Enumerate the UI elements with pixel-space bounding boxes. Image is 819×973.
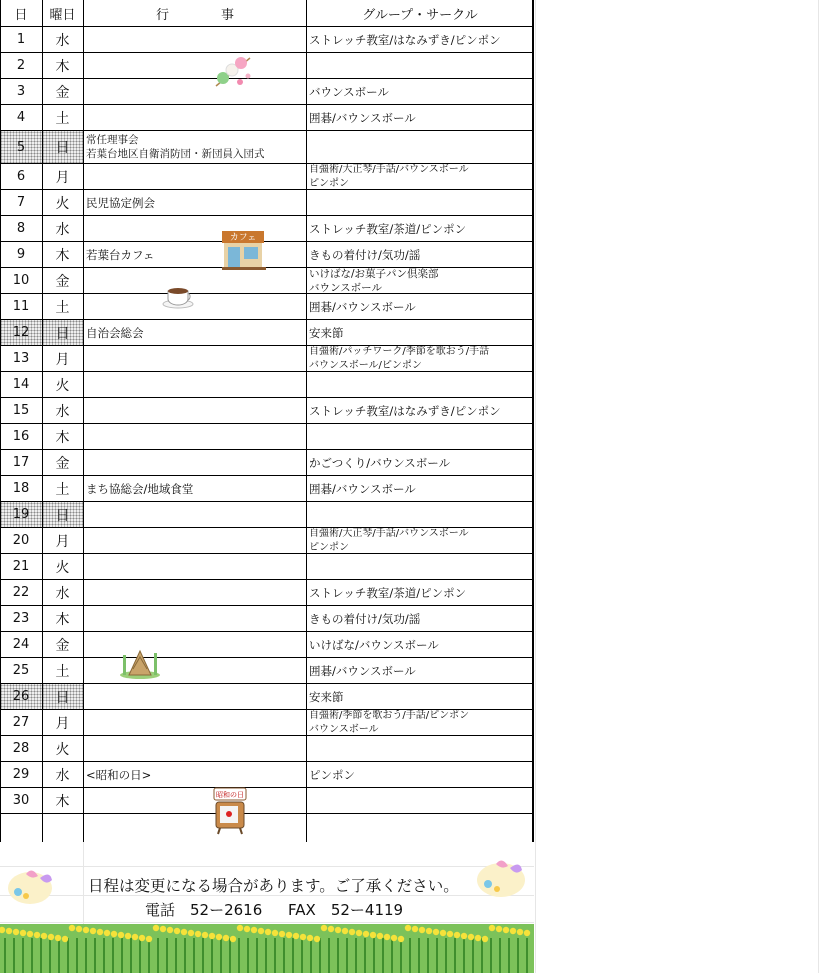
table-row (0, 580, 534, 606)
event-cell (84, 580, 306, 605)
group-text: きもの着付け/気功/謡 (309, 611, 421, 626)
event-cell (84, 131, 306, 163)
group-cell (307, 710, 533, 735)
rapeseed-flowers-border (0, 924, 534, 973)
header-event-char2: 事 (221, 7, 235, 23)
event-text: 常任理事会 (86, 134, 139, 146)
day-cell: 2 (16, 58, 26, 73)
day-cell: 28 (12, 741, 30, 756)
group-cell (307, 320, 533, 345)
group-cell (307, 242, 533, 267)
weekday-cell: 日 (42, 684, 83, 709)
weekday-cell: 金 (55, 84, 70, 101)
header-day: 日 (14, 7, 28, 23)
group-cell (307, 736, 533, 761)
group-cell (307, 580, 533, 605)
group-text: ピンポン (309, 767, 355, 782)
table-row (0, 632, 534, 658)
table-row (0, 736, 534, 762)
event-text: 若葉台カフェ (86, 247, 155, 262)
event-cell (84, 372, 306, 397)
group-cell (307, 398, 533, 423)
event-cell (84, 762, 306, 787)
bamboo-shoot-icon (119, 645, 161, 679)
group-text: ストレッチ教室/はなみずき/ピンポン (309, 32, 501, 47)
day-cell: 14 (12, 377, 30, 392)
group-cell (307, 131, 533, 163)
event-cell (84, 476, 306, 501)
table-row (0, 53, 534, 79)
event-cell (84, 606, 306, 631)
event-cell (84, 242, 306, 267)
table-row (0, 658, 534, 684)
event-cell (84, 424, 306, 449)
weekday-cell: 月 (55, 715, 70, 732)
group-cell (307, 476, 533, 501)
weekday-cell: 木 (55, 429, 70, 446)
group-cell (307, 684, 533, 709)
day-cell: 18 (12, 481, 30, 496)
weekday-cell: 火 (55, 195, 70, 212)
event-cell (84, 53, 306, 78)
table-row (0, 528, 534, 554)
event-cell (84, 450, 306, 475)
dango-icon (210, 52, 256, 90)
group-text: ピンポン (309, 177, 349, 189)
day-cell: 7 (16, 195, 26, 210)
table-row (0, 372, 534, 398)
event-cell (84, 79, 306, 104)
table-row (0, 450, 534, 476)
weekday-cell: 木 (55, 793, 70, 810)
table-row (0, 105, 534, 131)
table-rule (0, 0, 1, 842)
day-cell: 22 (12, 585, 30, 600)
group-text: 囲碁/バウンスボール (309, 110, 416, 125)
day-cell: 23 (12, 611, 30, 626)
day-cell: 29 (12, 767, 30, 782)
weekday-cell: 日 (42, 320, 83, 345)
day-cell: 17 (12, 455, 30, 470)
group-cell (307, 53, 533, 78)
weekday-cell: 水 (55, 221, 70, 238)
group-cell (307, 528, 533, 553)
schedule-change-notice: 日程は変更になる場合があります。ご了承ください。 (88, 877, 459, 895)
table-row (0, 164, 534, 190)
group-cell (307, 632, 533, 657)
group-text: バウンスボール (309, 281, 382, 293)
group-text: 安来節 (309, 325, 344, 340)
group-cell (307, 502, 533, 527)
weekday-cell: 日 (42, 131, 83, 163)
weekday-cell: 土 (55, 110, 70, 127)
group-cell (307, 606, 533, 631)
table-row (0, 502, 534, 528)
weekday-cell: 土 (55, 481, 70, 498)
group-text: バウンスボール (309, 84, 389, 99)
table-row (0, 762, 534, 788)
header-group: グループ・サークル (362, 7, 478, 23)
tv-showa-icon (210, 786, 250, 836)
coffee-cup-icon (161, 281, 197, 311)
weekday-cell: 金 (55, 637, 70, 654)
group-text: 自彊術/大正琴/手話/バウンスボール (309, 528, 469, 539)
group-text: きもの着付け/気功/謡 (309, 247, 421, 262)
day-cell: 10 (12, 273, 30, 288)
tv-sign-text: 昭和の日 (216, 791, 244, 799)
group-cell (307, 424, 533, 449)
weekday-cell: 月 (55, 169, 70, 186)
event-cell (84, 27, 306, 52)
group-text: 安来節 (309, 689, 344, 704)
table-row (0, 476, 534, 502)
table-rule (42, 0, 43, 842)
weekday-cell: 金 (55, 455, 70, 472)
event-cell (84, 164, 306, 189)
group-text: ピンポン (309, 541, 349, 553)
day-cell: 3 (16, 84, 26, 99)
day-cell: 8 (16, 221, 26, 236)
weekday-cell: 水 (55, 32, 70, 49)
weekday-cell: 土 (55, 299, 70, 316)
group-cell (307, 294, 533, 319)
day-cell: 21 (12, 559, 30, 574)
table-row (0, 79, 534, 105)
group-cell (307, 27, 533, 52)
group-cell (307, 346, 533, 371)
table-row (0, 398, 534, 424)
event-cell (84, 528, 306, 553)
day-cell: 12 (0, 320, 42, 345)
event-cell (84, 684, 306, 709)
group-text: 自彊術/大正琴/手話/バウンスボール (309, 164, 469, 175)
table-row (0, 320, 534, 346)
table-header-row (0, 0, 534, 27)
header-event (84, 0, 306, 26)
group-cell (307, 554, 533, 579)
sheet-gridline (535, 0, 536, 973)
group-cell (307, 105, 533, 130)
header-event-char1: 行 (155, 7, 169, 23)
day-cell: 16 (12, 429, 30, 444)
group-text: 囲碁/バウンスボール (309, 299, 416, 314)
event-text: <昭和の日> (86, 767, 152, 782)
group-text: 自彊術/パッチワーク/季節を歌おう/手話 (309, 346, 490, 357)
event-cell (84, 554, 306, 579)
table-row (0, 788, 534, 814)
group-text: バウンスボール/ピンポン (309, 359, 422, 371)
day-cell: 4 (16, 110, 26, 125)
group-text: 囲碁/バウンスボール (309, 481, 416, 496)
table-row (0, 554, 534, 580)
group-cell (307, 216, 533, 241)
table-row (0, 710, 534, 736)
group-cell (307, 164, 533, 189)
event-cell (84, 320, 306, 345)
event-cell (84, 502, 306, 527)
table-row (0, 346, 534, 372)
group-text: かごつくり/バウンスボール (309, 455, 451, 470)
day-cell: 24 (12, 637, 30, 652)
weekday-cell: 水 (55, 767, 70, 784)
event-cell (84, 710, 306, 735)
table-row (0, 294, 534, 320)
weekday-cell: 月 (55, 351, 70, 368)
butterfly-flower-icon (6, 862, 58, 908)
table-row (0, 268, 534, 294)
weekday-cell: 火 (55, 559, 70, 576)
weekday-cell: 日 (42, 502, 83, 527)
group-cell (307, 79, 533, 104)
group-cell (307, 268, 533, 293)
group-cell (307, 658, 533, 683)
event-text: 民児協定例会 (86, 195, 155, 210)
event-text: まち協総会/地域食堂 (86, 481, 194, 496)
contact-numbers: 電話 52ー2616 FAX 52ー4119 (145, 901, 404, 919)
cafe-sign-text: カフェ (229, 233, 257, 243)
weekday-cell: 火 (55, 377, 70, 394)
table-row (0, 684, 534, 710)
table-rule (532, 0, 534, 842)
weekday-cell: 木 (55, 247, 70, 264)
weekday-cell: 金 (55, 273, 70, 290)
event-text: 若葉台地区自衛消防団・新団員入団式 (86, 148, 265, 160)
butterfly-flower-icon (474, 854, 528, 900)
table-row (0, 424, 534, 450)
day-cell: 15 (12, 403, 30, 418)
day-cell: 5 (0, 131, 42, 163)
group-text: いけばな/お菓子パン倶楽部 (309, 268, 439, 280)
weekday-cell: 水 (55, 403, 70, 420)
weekday-cell: 木 (55, 58, 70, 75)
group-text: 囲碁/バウンスボール (309, 663, 416, 678)
group-text: ストレッチ教室/茶道/ピンポン (309, 221, 467, 236)
group-cell (307, 372, 533, 397)
group-cell (307, 788, 533, 813)
day-cell: 6 (16, 169, 26, 184)
group-text: バウンスボール (309, 723, 379, 735)
table-row (0, 131, 534, 164)
event-cell (84, 190, 306, 215)
group-cell (307, 762, 533, 787)
event-cell (84, 632, 306, 657)
group-cell (307, 190, 533, 215)
day-cell: 19 (0, 502, 42, 527)
group-text: いけばな/バウンスボール (309, 637, 439, 652)
day-cell: 30 (12, 793, 30, 808)
event-cell (84, 736, 306, 761)
day-cell: 13 (12, 351, 30, 366)
event-cell (84, 105, 306, 130)
day-cell: 20 (12, 533, 30, 548)
table-row (0, 606, 534, 632)
day-cell: 26 (0, 684, 42, 709)
weekday-cell: 月 (55, 533, 70, 550)
table-rule (83, 0, 84, 842)
weekday-cell: 木 (55, 611, 70, 628)
weekday-cell: 水 (55, 585, 70, 602)
weekday-cell: 土 (55, 663, 70, 680)
event-cell (84, 788, 306, 813)
table-row (0, 190, 534, 216)
event-cell (84, 216, 306, 241)
day-cell: 1 (16, 32, 26, 47)
event-cell (84, 398, 306, 423)
day-cell: 25 (12, 663, 30, 678)
group-text: 自彊術/季節を歌おう/手話/ピンポン (309, 710, 470, 721)
cafe-icon (220, 229, 268, 271)
table-rule (306, 0, 307, 842)
day-cell: 9 (16, 247, 26, 262)
group-text: ストレッチ教室/はなみずき/ピンポン (309, 403, 501, 418)
day-cell: 11 (12, 299, 30, 314)
table-row (0, 27, 534, 53)
event-text: 自治会総会 (86, 325, 144, 340)
event-cell (84, 658, 306, 683)
group-text: ストレッチ教室/茶道/ピンポン (309, 585, 467, 600)
day-cell: 27 (12, 715, 30, 730)
event-cell (84, 346, 306, 371)
group-cell (307, 450, 533, 475)
header-weekday: 曜日 (49, 7, 76, 23)
weekday-cell: 火 (55, 741, 70, 758)
